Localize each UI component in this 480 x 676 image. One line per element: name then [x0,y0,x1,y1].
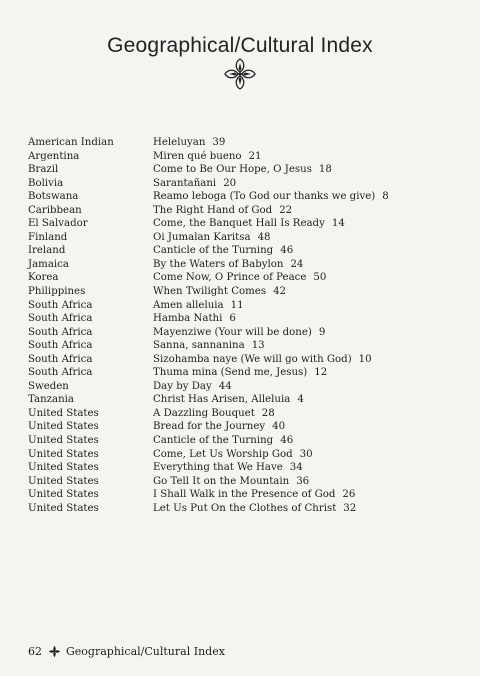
country-name: Brazil [28,164,59,176]
page-reference: 46 [280,435,294,447]
song-title: By the Waters of Babylon [153,258,284,270]
song-title: Thuma mina (Send me, Jesus) [153,367,308,379]
country-name: South Africa [28,367,93,379]
index-row [28,163,448,177]
index-row [28,217,448,231]
page-reference: 12 [314,367,328,379]
quatrefoil-flower-icon [224,58,256,90]
index-row [28,488,448,502]
country-name: United States [28,489,99,501]
country-name: United States [28,407,99,419]
song-title: Come Now, O Prince of Peace [153,272,307,284]
page-reference: 13 [251,340,265,352]
page-reference: 30 [299,448,313,460]
song-title: Hamba Nathi [153,313,223,325]
song-title: The Right Hand of God [153,204,273,216]
index-row [28,299,448,313]
page-reference: 34 [289,462,303,474]
index-row [28,366,448,380]
page-reference: 50 [313,272,327,284]
page-reference: 20 [223,177,237,189]
country-name: South Africa [28,313,93,325]
song-title: Sanna, sannanina [153,340,245,352]
index-list [28,136,448,515]
index-row [28,475,448,489]
page-reference: 8 [382,191,389,203]
country-name: American Indian [28,137,114,148]
index-row [28,380,448,394]
song-title: Mayenziwe (Your will be done) [153,326,312,338]
page-reference: 46 [280,245,294,257]
country-name: Tanzania [28,394,74,406]
country-name: South Africa [28,353,93,365]
country-name: Korea [28,272,59,284]
index-row [28,312,448,326]
country-name: Argentina [28,150,80,162]
song-title: Christ Has Arisen, Alleluia [153,394,291,406]
page-title: Geographical/Cultural Index [107,34,373,57]
song-title: Come to Be Our Hope, O Jesus [153,164,312,176]
country-name: United States [28,435,99,447]
index-row [28,393,448,407]
country-name: South Africa [28,326,93,338]
page-reference: 28 [261,407,275,419]
page-reference: 24 [290,258,304,270]
song-title: A Dazzling Bouquet [153,407,255,419]
song-title: Sizohamba naye (We will go with God) [153,353,352,365]
country-name: Finland [28,231,68,243]
country-name: El Salvador [28,218,88,230]
country-name: United States [28,448,99,460]
country-name: Jamaica [28,258,69,270]
song-title: Oi Jumalan Karitsa [153,231,251,243]
page-reference: 11 [230,299,244,311]
song-title: Canticle of the Turning [153,245,274,257]
footer-label: Geographical/Cultural Index [66,645,225,658]
country-name: South Africa [28,340,93,352]
song-title: Let Us Put On the Clothes of Christ [153,502,337,514]
country-name: Sweden [28,380,69,392]
index-row [28,407,448,421]
song-title: Day by Day [153,380,212,392]
page-footer [28,645,225,658]
page-reference: 32 [343,502,357,514]
index-row [28,448,448,462]
index-row [28,271,448,285]
song-title: Come, the Banquet Hall Is Ready [153,218,325,230]
page-reference: 10 [358,353,372,365]
page-reference: 18 [318,164,332,176]
index-row [28,326,448,340]
index-row [28,353,448,367]
song-title: Heleluyan [153,137,206,148]
index-row [28,244,448,258]
country-name: Philippines [28,286,86,298]
page-reference: 48 [257,231,271,243]
page-reference: 9 [318,326,326,338]
page-reference: 14 [331,218,345,230]
page-reference: 42 [273,286,287,298]
page-reference: 26 [342,489,356,501]
index-row [28,190,448,204]
song-title: Reamo leboga (To God our thanks we give) [153,191,376,203]
fleur-icon [48,645,61,658]
index-row [28,285,448,299]
song-title: Canticle of the Turning [153,435,274,447]
page-number: 62 [28,645,42,658]
country-name: Botswana [28,191,79,203]
index-row [28,502,448,516]
country-name: United States [28,475,99,487]
page-reference: 6 [229,313,236,325]
page-reference: 39 [212,137,226,148]
page-reference: 21 [248,150,262,162]
song-title: Miren qué bueno [153,150,242,162]
country-name: United States [28,502,99,514]
country-name: Bolivia [28,177,64,189]
page-reference: 44 [218,380,232,392]
page-reference: 36 [296,475,310,487]
index-row [28,258,448,272]
index-row [28,339,448,353]
country-name: United States [28,421,99,433]
song-title: Come, Let Us Worship God [153,448,293,460]
country-name: Ireland [28,245,66,257]
index-row [28,204,448,218]
song-title: Amen alleluia [153,299,224,311]
page-reference: 22 [279,204,293,216]
page-reference: 4 [297,394,304,406]
index-row [28,434,448,448]
song-title: When Twilight Comes [153,286,267,298]
index-row [28,177,448,191]
song-title: Everything that We Have [153,462,283,474]
song-title: Go Tell It on the Mountain [153,475,290,487]
index-row [28,231,448,245]
country-name: Caribbean [28,204,82,216]
country-name: United States [28,462,99,474]
page-reference: 40 [272,421,286,433]
song-title: I Shall Walk in the Presence of God [153,489,336,501]
song-title: Bread for the Journey [153,421,266,433]
country-name: South Africa [28,299,93,311]
index-row [28,420,448,434]
index-row [28,461,448,475]
index-row [28,150,448,164]
song-title: Sarantañani [153,177,217,189]
index-row [28,136,448,150]
